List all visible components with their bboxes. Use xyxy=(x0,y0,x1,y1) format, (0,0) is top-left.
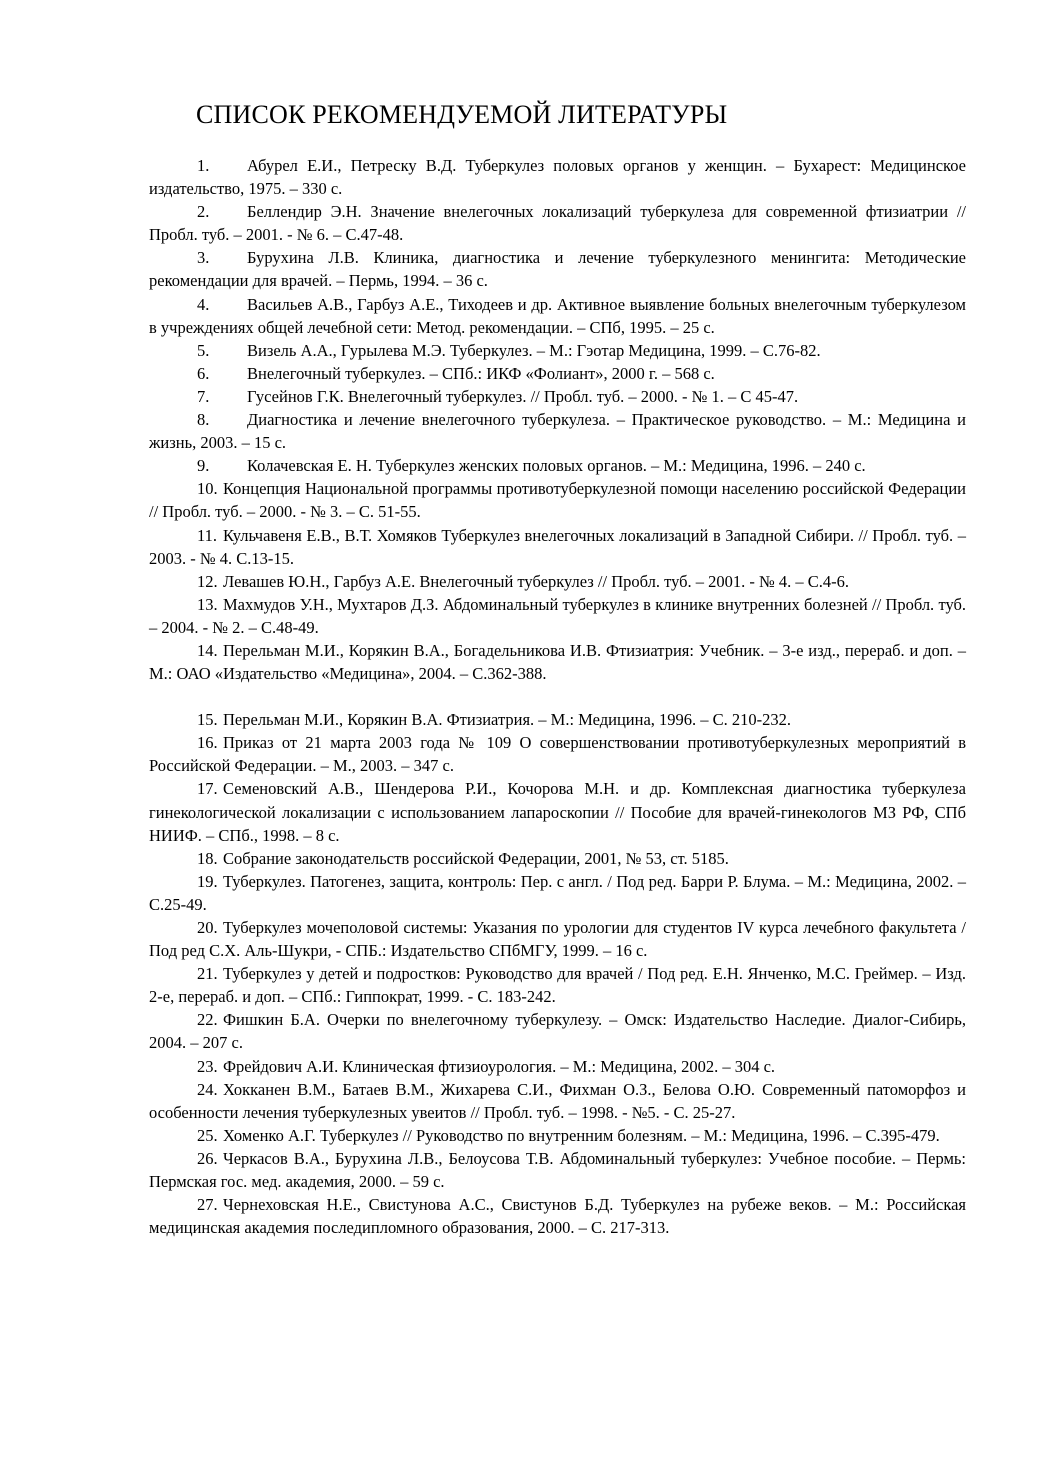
reference-number: 6. xyxy=(197,363,210,383)
reference-text: Собрание законодательств российской Федерации, 2001, № 53, ст. 5185. xyxy=(223,848,729,868)
reference-text: Махмудов У.Н., Мухтаров Д.З. Абдоминальный туберкулез в клинике внутренних болезней // Пробл. туб. – 2004. - № 2. – С.48-49. xyxy=(149,594,966,637)
reference-number: 25. xyxy=(197,1125,218,1145)
reference-item xyxy=(149,524,966,570)
reference-number: 9. xyxy=(197,456,210,476)
reference-text: Чернеховская Н.Е., Свистунова А.С., Свистунов Б.Д. Туберкулез на рубеже веков. – М.: Российская медицинская академия последипломного образования, 2000. – С. 217-313. xyxy=(149,1195,966,1238)
reference-item xyxy=(149,339,966,362)
reference-text: Перельман М.И., Корякин В.А., Богадельникова И.В. Фтизиатрия: Учебник. – 3-е изд., перераб. и доп. – М.: ОАО «Издательство «Медицина», 2004. – С.362-388. xyxy=(149,640,966,684)
reference-item xyxy=(149,639,966,685)
reference-text: Диагностика и лечение внелегочного туберкулеза. – Практическое руководство. – М.: Медицина и жизнь, 2003. – 15 с. xyxy=(149,410,966,453)
reference-number: 8. xyxy=(197,410,210,430)
reference-text: Туберкулез. Патогенез, защита, контроль: Пер. с англ. / Под ред. Барри Р. Блума. – М.: Медицина, 2002. – С.25-49. xyxy=(149,871,966,914)
reference-number: 16. xyxy=(197,733,218,753)
reference-item xyxy=(149,962,966,1008)
reference-number: 19. xyxy=(197,871,218,891)
reference-text: Абурел Е.И., Петреску В.Д. Туберкулез половых органов у женщин. – Бухарест: Медицинское издательство, 1975. – 330 с. xyxy=(149,156,966,199)
reference-number: 22. xyxy=(197,1010,218,1030)
reference-number: 13. xyxy=(197,594,218,614)
reference-item xyxy=(149,454,966,477)
reference-number: 23. xyxy=(197,1056,218,1076)
reference-number: 1. xyxy=(197,156,210,175)
reference-number: 21. xyxy=(197,964,218,984)
reference-item xyxy=(149,477,966,523)
reference-item xyxy=(149,1124,966,1147)
reference-text: Перельман М.И., Корякин В.А. Фтизиатрия. – М.: Медицина, 1996. – С. 210-232. xyxy=(223,710,792,730)
reference-item xyxy=(149,731,966,777)
reference-item xyxy=(149,570,966,593)
reference-text: Черкасов В.А., Бурухина Л.В., Белоусова Т.В. Абдоминальный туберкулез: Учебное пособие. – Пермь: Пермская гос. мед. академия, 2000. – 59 с. xyxy=(149,1148,966,1192)
reference-number: 20. xyxy=(197,918,218,937)
reference-text: Фишкин Б.А. Очерки по внелегочному туберкулезу. – Омск: Издательство Наследие. Диалог-Сибирь, 2004. – 207 с. xyxy=(149,1010,966,1053)
reference-number: 15. xyxy=(197,710,218,730)
reference-number: 10. xyxy=(197,479,218,499)
reference-text: Кульчавеня Е.В., В.Т. Хомяков Туберкулез внелегочных локализаций в Западной Сибири. // Пробл. туб. – 2003. - № 4. С.13-15. xyxy=(149,525,966,568)
reference-item xyxy=(149,246,966,292)
reference-text: Гусейнов Г.К. Внелегочный туберкулез. // Пробл. туб. – 2000. - № 1. – С 45-47. xyxy=(247,386,799,406)
reference-number: 4. xyxy=(197,294,210,314)
reference-text: Внелегочный туберкулез. – СПб.: ИКФ «Фолиант», 2000 г. – 568 с. xyxy=(247,363,715,383)
reference-item xyxy=(149,1055,966,1078)
reference-text: Васильев А.В., Гарбуз А.Е., Тиходеев и др. Активное выявление больных внелегочным туберкулезом в учреждениях общей лечебной сети: Метод. рекомендации. – СПб, 1995. – 25 с. xyxy=(149,294,966,337)
reference-text: Туберкулез у детей и подростков: Руководство для врачей / Под ред. Е.Н. Янченко, М.С. Греймер. – Изд. 2-е, перераб. и доп. – СПб.: Гиппократ, 1999. - С. 183-242. xyxy=(149,964,966,1007)
reference-item xyxy=(149,847,966,870)
reference-number: 24. xyxy=(197,1079,218,1099)
reference-number: 2. xyxy=(197,202,210,222)
reference-number: 12. xyxy=(197,571,218,591)
reference-item xyxy=(149,200,966,246)
page-title: СПИСОК РЕКОМЕНДУЕМОЙ ЛИТЕРАТУРЫ xyxy=(196,100,728,129)
reference-number: 17. xyxy=(197,779,218,799)
reference-number: 26. xyxy=(197,1148,218,1168)
reference-item xyxy=(149,408,966,454)
reference-item xyxy=(149,870,966,916)
reference-item xyxy=(149,385,966,408)
reference-number: 18. xyxy=(197,848,218,868)
reference-text: Хокканен В.М., Батаев В.М., Жихарева С.И., Фихман О.З., Белова О.Ю. Современный патоморфоз и особенности лечения туберкулезных увеитов // Пробл. туб. – 1998. - №5. - С. 25-27. xyxy=(149,1079,966,1122)
reference-text: Семеновский А.В., Шендерова Р.И., Кочорова М.Н. и др. Комплексная диагностика туберкулеза гинекологической локализации с использованием лапароскопии // Пособие для врачей-гинекологов МЗ РФ, СПб НИИФ. – СПб., 1998. – 8 с. xyxy=(149,779,966,845)
reference-item xyxy=(149,708,966,731)
reference-item xyxy=(149,1193,966,1239)
reference-text: Беллендир Э.Н. Значение внелегочных локализаций туберкулеза для современной фтизиатрии // Пробл. туб. – 2001. - № 6. – С.47-48. xyxy=(149,202,966,245)
reference-number: 7. xyxy=(197,386,210,406)
reference-item xyxy=(149,154,966,200)
reference-item xyxy=(149,1078,966,1124)
reference-number: 5. xyxy=(197,340,210,360)
reference-text: Левашев Ю.Н., Гарбуз А.Е. Внелегочный туберкулез // Пробл. туб. – 2001. - № 4. – С.4-6. xyxy=(223,571,849,591)
reference-text: Фрейдович А.И. Клиническая фтизиоурология. – М.: Медицина, 2002. – 304 с. xyxy=(223,1056,776,1076)
reference-text: Хоменко А.Г. Туберкулез // Руководство по внутренним болезням. – М.: Медицина, 1996. – С.395-479. xyxy=(223,1125,940,1145)
reference-text: Колачевская Е. Н. Туберкулез женских половых органов. – М.: Медицина, 1996. – 240 с. xyxy=(247,456,866,476)
reference-text: Туберкулез мочеполовой системы: Указания по урологии для студентов IV курса лечебного факультета / Под ред С.Х. Аль-Шукри, - СПБ.: Издательство СПбМГУ, 1999. – 16 с. xyxy=(149,918,966,961)
reference-item xyxy=(149,293,966,339)
reference-number: 14. xyxy=(197,640,218,660)
reference-item xyxy=(149,916,966,962)
reference-text: Бурухина Л.В. Клиника, диагностика и лечение туберкулезного менингита: Методические рекомендации для врачей. – Пермь, 1994. – 36 с. xyxy=(149,248,966,291)
reference-list xyxy=(149,154,966,1239)
reference-item xyxy=(149,1008,966,1054)
reference-text: Приказ от 21 марта 2003 года № 109 О совершенствовании противотуберкулезных мероприятий в Российской Федерации. – М., 2003. – 347 с. xyxy=(149,733,966,776)
reference-number: 27. xyxy=(197,1195,218,1215)
reference-item xyxy=(149,593,966,639)
reference-item xyxy=(149,777,966,846)
reference-item xyxy=(149,362,966,385)
reference-number: 3. xyxy=(197,248,210,268)
reference-number: 11. xyxy=(197,525,218,545)
reference-item xyxy=(149,1147,966,1193)
reference-text: Концепция Национальной программы противотуберкулезной помощи населению российской Федерации // Пробл. туб. – 2000. - № 3. – С. 51-55. xyxy=(149,479,966,522)
reference-text: Визель А.А., Гурылева М.Э. Туберкулез. – М.: Гэотар Медицина, 1999. – С.76-82. xyxy=(247,340,821,360)
